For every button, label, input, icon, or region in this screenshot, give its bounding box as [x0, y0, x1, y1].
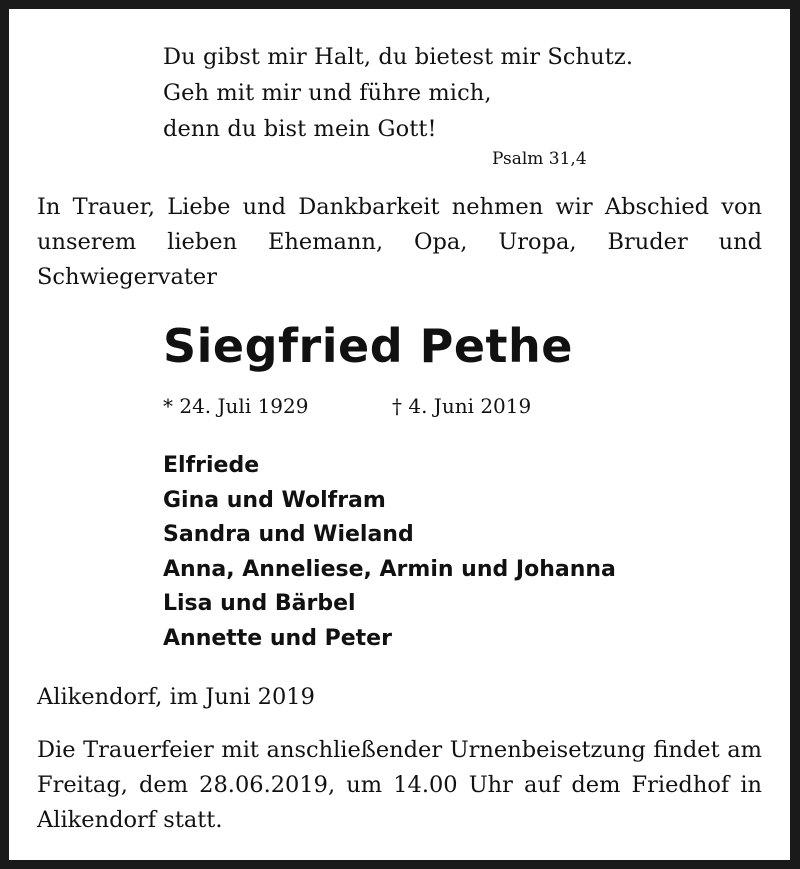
mourner-entry: Annette und Peter	[163, 625, 392, 651]
funeral-notice: Die Trauerfeier mit anschließender Urnenbeisetzung findet am Freitag, dem 28.06.2019, um 14.00 Uhr auf dem Friedhof in Alikendorf statt.	[37, 737, 762, 833]
mourner-entry: Lisa und Bärbel	[163, 591, 356, 616]
verse-line: denn du bist mein Gott!	[163, 116, 437, 142]
mourners-list	[163, 449, 616, 656]
verse-source: Psalm 31,4	[492, 149, 587, 169]
mourner-entry: Anna, Anneliese, Armin und Johanna	[163, 556, 616, 582]
verse-line: Du gibst mir Halt, du bietest mir Schutz.	[163, 44, 634, 70]
verse-line: Geh mit mir und führe mich,	[163, 80, 492, 106]
mourner-entry: Gina und Wolfram	[163, 487, 386, 513]
birth-date: * 24. Juli 1929	[163, 394, 309, 418]
obituary-panel	[9, 9, 790, 860]
intro-text: In Trauer, Liebe und Dankbarkeit nehmen wir Abschied von unserem lieben Ehemann, Opa, Uropa, Bruder und Schwiegervater	[37, 194, 762, 290]
mourner-entry: Sandra und Wieland	[163, 522, 414, 547]
death-date: † 4. Juni 2019	[392, 394, 532, 418]
mourner-entry: Elfriede	[163, 453, 260, 478]
place-and-date: Alikendorf, im Juni 2019	[37, 684, 315, 710]
deceased-name: Siegfried Pethe	[163, 319, 573, 373]
bible-verse	[163, 39, 683, 147]
